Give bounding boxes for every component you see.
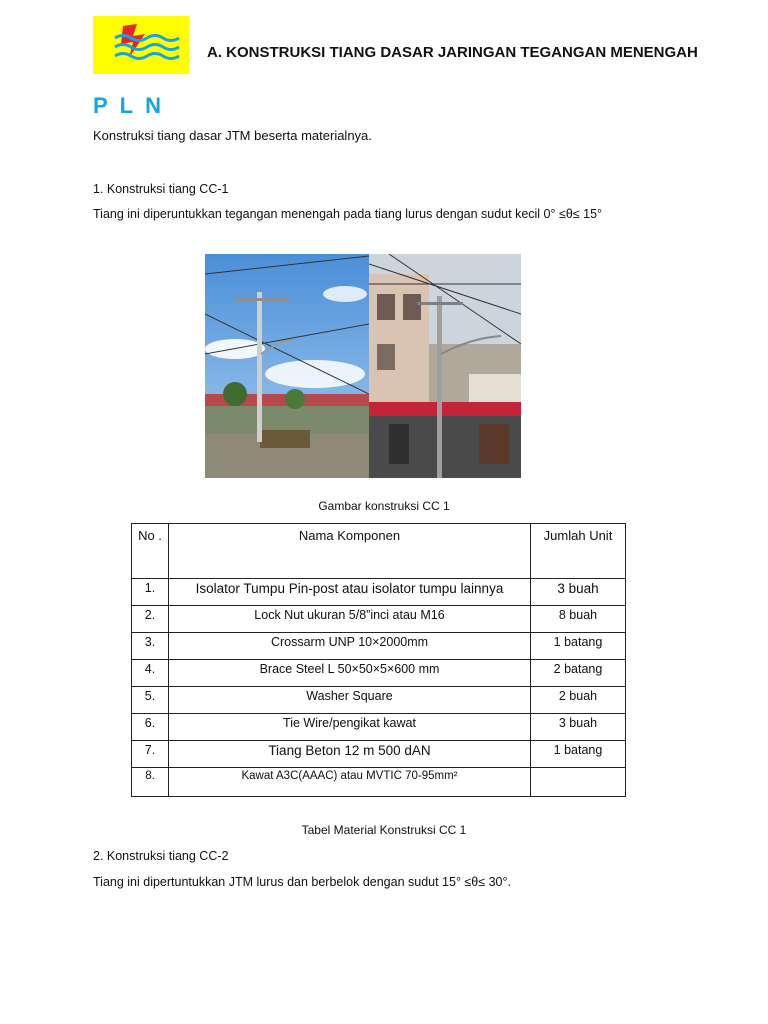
row-no: 4. (132, 660, 169, 687)
row-unit: 3 buah (531, 579, 626, 606)
row-no: 3. (132, 633, 169, 660)
table-row (132, 660, 626, 687)
pole-photo-left (205, 254, 369, 478)
table-row (132, 687, 626, 714)
table-row (132, 768, 626, 797)
row-component: Lock Nut ukuran 5/8”inci atau M16 (169, 606, 531, 633)
row-component: Tiang Beton 12 m 500 dAN (169, 741, 531, 768)
section1-description: Tiang ini diperuntukkan tegangan menengah pada tiang lurus dengan sudut kecil 0° ≤θ≤ 15° (93, 207, 603, 221)
header-component: Nama Komponen (169, 524, 531, 579)
row-component: Crossarm UNP 10×2000mm (169, 633, 531, 660)
lightning-wave-icon (93, 16, 189, 74)
figure-caption: Gambar konstruksi CC 1 (318, 499, 450, 513)
table-row (132, 741, 626, 768)
table-row (132, 606, 626, 633)
row-no: 1. (132, 579, 169, 606)
row-unit: 1 batang (531, 633, 626, 660)
section1-heading: 1. Konstruksi tiang CC-1 (93, 182, 229, 196)
table-row (132, 633, 626, 660)
row-component: Tie Wire/pengikat kawat (169, 714, 531, 741)
intro-text: Konstruksi tiang dasar JTM beserta materialnya. (93, 128, 372, 143)
row-unit: 8 buah (531, 606, 626, 633)
row-unit (531, 768, 626, 797)
row-component: Isolator Tumpu Pin-post atau isolator tumpu lainnya (169, 579, 531, 606)
page-title: A. KONSTRUKSI TIANG DASAR JARINGAN TEGANGAN MENENGAH (207, 44, 698, 61)
row-no: 5. (132, 687, 169, 714)
header-no: No . (132, 524, 169, 579)
table-row (132, 714, 626, 741)
row-component: Kawat A3C(AAAC) atau MVTIC 70-95mm² (169, 768, 531, 797)
row-unit: 1 batang (531, 741, 626, 768)
section2-heading: 2. Konstruksi tiang CC-2 (93, 849, 229, 863)
pole-photo-right (369, 254, 521, 478)
row-unit: 3 buah (531, 714, 626, 741)
pln-logo (93, 16, 189, 118)
row-no: 6. (132, 714, 169, 741)
row-no: 2. (132, 606, 169, 633)
logo-text: PLN (93, 93, 173, 118)
table-caption: Tabel Material Konstruksi CC 1 (301, 823, 467, 837)
row-component: Washer Square (169, 687, 531, 714)
logo-emblem (93, 16, 189, 74)
row-no: 8. (132, 768, 169, 797)
table-row (132, 579, 626, 606)
row-unit: 2 buah (531, 687, 626, 714)
row-unit: 2 batang (531, 660, 626, 687)
material-table (131, 523, 626, 797)
row-no: 7. (132, 741, 169, 768)
section2-description: Tiang ini dipertuntukkan JTM lurus dan berbelok dengan sudut 15° ≤θ≤ 30°. (93, 875, 511, 889)
header-unit: Jumlah Unit (531, 524, 626, 579)
table-header-row (132, 524, 626, 579)
row-component: Brace Steel L 50×50×5×600 mm (169, 660, 531, 687)
